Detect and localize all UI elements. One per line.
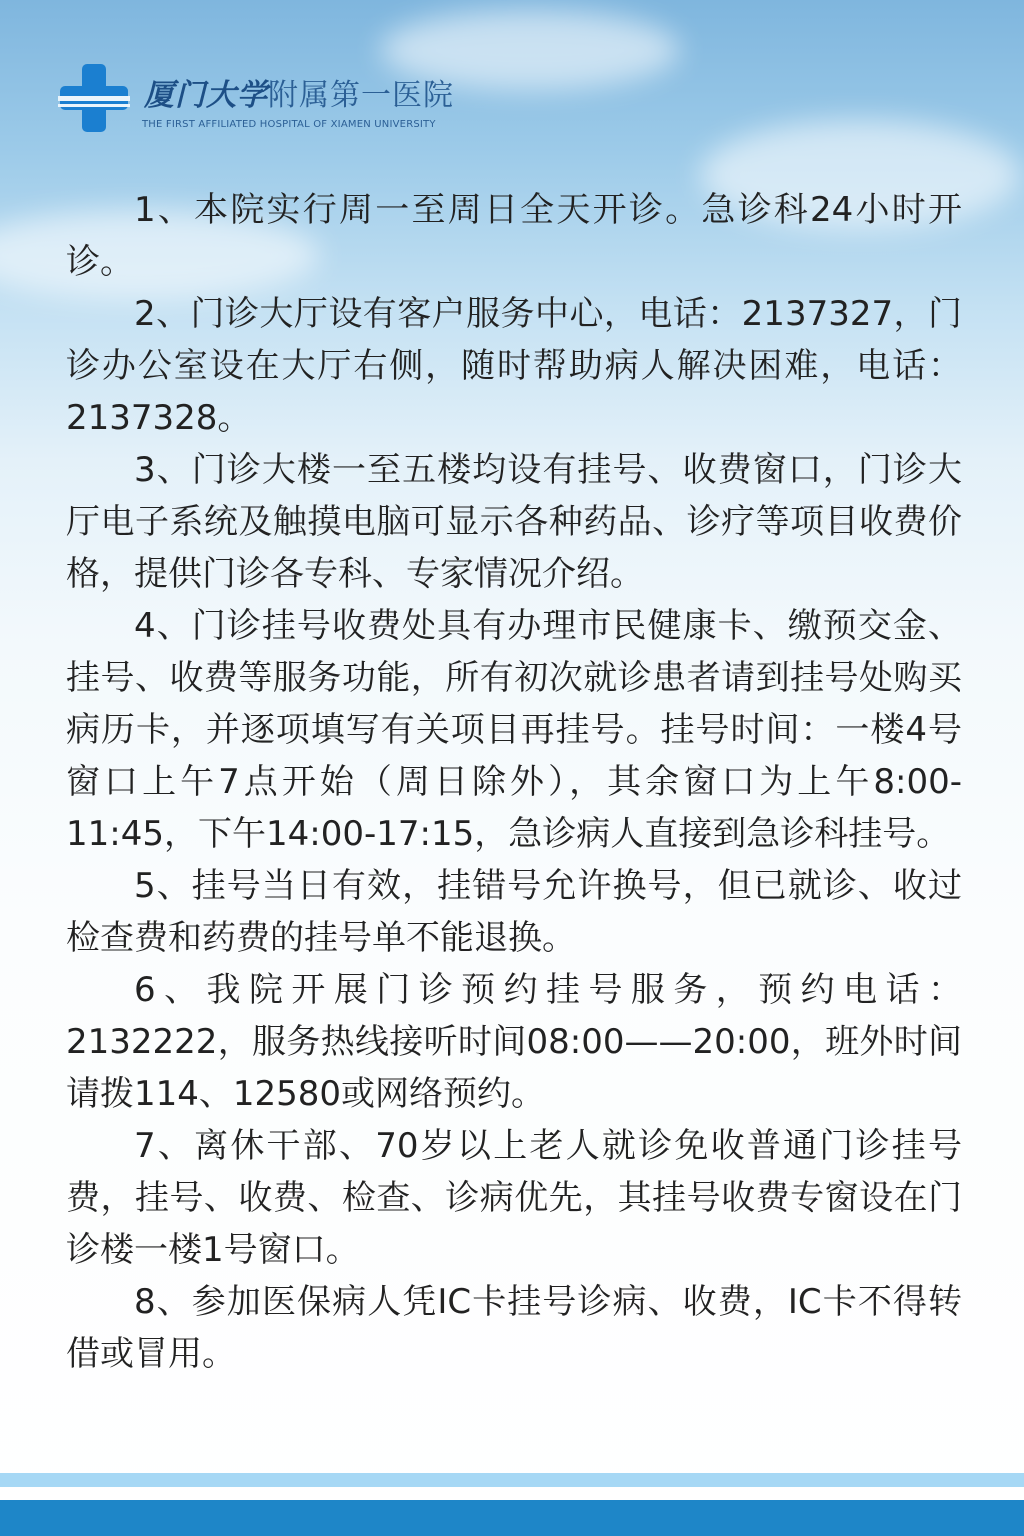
notice-paragraph: 7、离休干部、70岁以上老人就诊免收普通门诊挂号费，挂号、收费、检查、诊病优先，其挂号收费专窗设在门诊楼一楼1号窗口。	[66, 1126, 962, 1270]
footer-stripe	[0, 1500, 1024, 1536]
notice-paragraph: 4、门诊挂号收费处具有办理市民健康卡、缴预交金、挂号、收费等服务功能，所有初次就诊患者请到挂号处购买病历卡，并逐项填写有关项目再挂号。挂号时间：一楼4号窗口上午7点开始（周日除外），其余窗口为上午8:00-11:45，下午14:00-17:15，急诊病人直接到急诊科挂号。	[66, 606, 962, 854]
hospital-name-cn	[144, 70, 454, 114]
notice-paragraph: 5、挂号当日有效，挂错号允许换号，但已就诊、收过检查费和药费的挂号单不能退换。	[66, 866, 962, 958]
notice-paragraph: 8、参加医保病人凭IC卡挂号诊病、收费，IC卡不得转借或冒用。	[66, 1282, 962, 1374]
notice-paragraph: 2、门诊大厅设有客户服务中心，电话：2137327，门诊办公室设在大厅右侧，随时帮助病人解决困难，电话：2137328。	[66, 294, 962, 438]
notice-paragraph: 1、本院实行周一至周日全天开诊。急诊科24小时开诊。	[66, 190, 962, 282]
notice-paragraph: 3、门诊大楼一至五楼均设有挂号、收费窗口，门诊大厅电子系统及触摸电脑可显示各种药品、诊疗等项目收费价格，提供门诊各专科、专家情况介绍。	[66, 450, 962, 594]
hospital-name: 附属第一医院	[268, 78, 454, 113]
notice-body	[66, 184, 962, 1380]
hospital-logo	[58, 62, 478, 136]
university-name-script: 厦门大学	[144, 78, 268, 113]
notice-paragraph: 6、我院开展门诊预约挂号服务，预约电话：2132222，服务热线接听时间08:00——20:00，班外时间请拨114、12580或网络预约。	[66, 970, 962, 1114]
medical-cross-icon	[58, 62, 130, 134]
hospital-name-en: THE FIRST AFFILIATED HOSPITAL OF XIAMEN UNIVERSITY	[142, 119, 436, 130]
footer-stripe-light	[0, 1473, 1024, 1487]
